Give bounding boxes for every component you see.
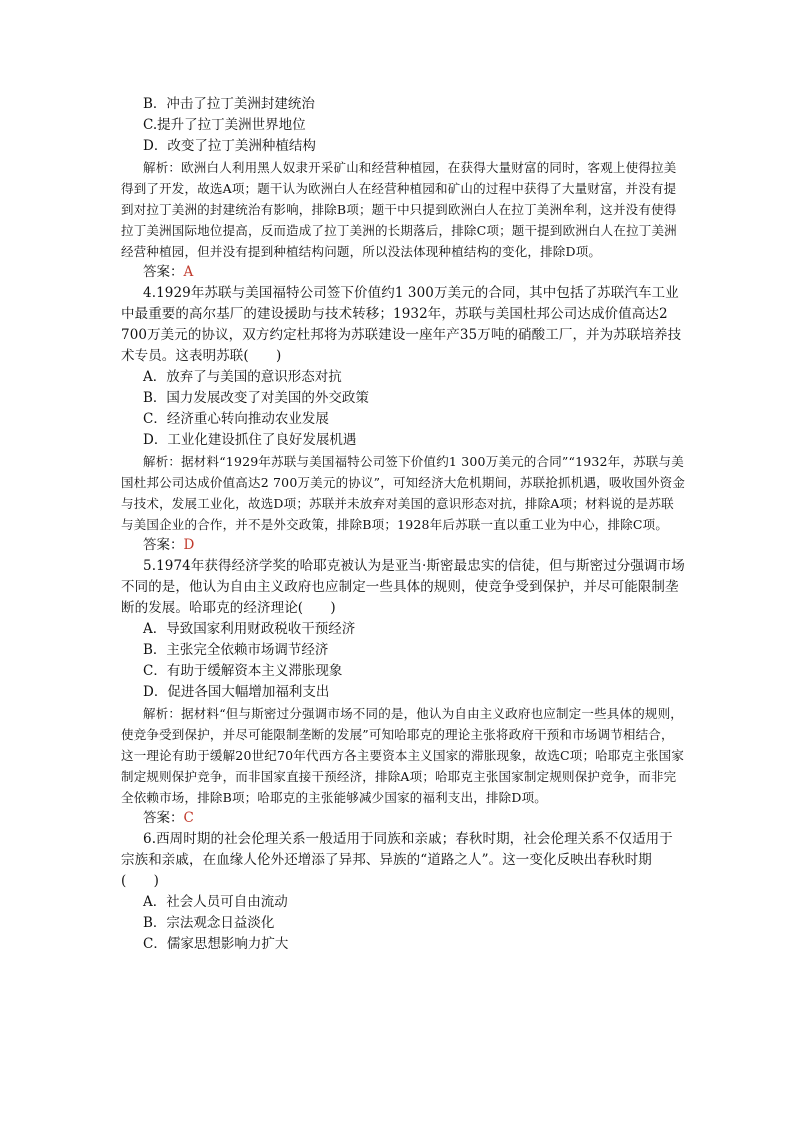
q5-option-b: B．主张完全依赖市场调节经济 [143,642,329,658]
q3-answer-label: 答案： [143,264,184,280]
q5-explanation-label: 解析： [143,706,182,721]
q6-option-b: B．宗法观念日益淡化 [143,915,275,931]
q4-explanation-text: 据材料“1929年苏联与美国福特公司签下价值约1 300万美元的合同”“1932年，苏联与美国杜邦公司达成价值高达2 700万美元的协议”，可知经济大危机期间，苏联抢抓机遇，吸收国外资金与技术，发展工业化，故选D项；苏联并未放弃对美国的意识形态对抗，排除A项；材料说的是苏联与美国企业的合作，并不是外交政策，排除B项；1928年后苏联一直以重工业为中心，排除C项。 [121,454,686,532]
q4-answer-label: 答案： [143,537,184,553]
q4-explanation-label: 解析： [143,454,182,469]
q3-answer [121,262,686,283]
q5-explanation-text: 据材料“但与斯密过分强调市场不同的是，他认为自由主义政府也应制定一些具体的规则，使竞争受到保护，并尽可能限制垄断的发展”可知哈耶克的理论主张将政府干预和市场调节相结合，这一理论有助于缓解20世纪70年代西方各主要资本主义国家的滞胀现象，故选C项；哈耶克主张国家制定规则保护竞争，而非国家直接干预经济，排除A项；哈耶克主张国家制定规则保护竞争，而非完全依赖市场，排除B项；哈耶克的主张能够减少国家的福利支出，排除D项。 [121,706,685,805]
q3-explanation-text: 欧洲白人利用黑人奴隶开采矿山和经营种植园，在获得大量财富的同时，客观上使得拉美得到了开发，故选A项；题干认为欧洲白人在经营种植园和矿山的过程中获得了大量财富，并没有提到对拉丁美洲的封建统治有影响，排除B项；题干中只提到欧洲白人在拉丁美洲牟利，这并没有使得拉丁美洲国际地位提高，反而造成了拉丁美洲的长期落后，排除C项；题干提到欧洲白人在拉丁美洲经营种植园，但并没有提到种植结构问题，所以没法体现种植结构的变化，排除D项。 [121,160,677,259]
q6-stem: 6.西周时期的社会伦理关系一般适用于同族和亲戚；春秋时期，社会伦理关系不仅适用于宗族和亲戚，在血缘人伦外还增添了异邦、异族的“道路之人”。这一变化反映出春秋时期( ) [121,831,673,889]
q4-answer-value: D [183,537,195,553]
q3-explanation [121,157,686,262]
q3-explanation-label: 解析： [143,160,182,175]
q4-option-a: A．放弃了与美国的意识形态对抗 [143,369,342,385]
q5-explanation [121,703,686,808]
q5-stem: 5.1974年获得经济学奖的哈耶克被认为是亚当·斯密最忠实的信徒，但与斯密过分强调市场不同的是，他认为自由主义政府也应制定一些具体的规则，使竞争受到保护，并尽可能限制垄断的发展。哈耶克的经济理论( ) [121,558,685,616]
q5-option-a: A．导致国家利用财政税收干预经济 [143,621,356,637]
q4-option-d: D．工业化建设抓住了良好发展机遇 [143,432,357,448]
q3-option-b: B．冲击了拉丁美洲封建统治 [143,96,315,112]
q4-option-b: B．国力发展改变了对美国的外交政策 [143,390,369,406]
q4-explanation [121,451,686,535]
q3-answer-value: A [183,264,194,280]
q5-option-d: D．促进各国大幅增加福利支出 [143,684,330,700]
q4-option-c: C．经济重心转向推动农业发展 [143,411,329,427]
q4-answer [121,535,686,556]
q6-option-c: C．儒家思想影响力扩大 [143,936,289,952]
q5-answer-value: C [183,810,194,826]
q6-option-a: A．社会人员可自由流动 [143,894,288,910]
q5-option-c: C．有助于缓解资本主义滞胀现象 [143,663,343,679]
document-content [121,94,686,955]
q5-answer [121,808,686,829]
q3-option-c: C.提升了拉丁美洲世界地位 [143,117,306,133]
q3-option-d: D．改变了拉丁美洲种植结构 [143,138,316,154]
q4-stem: 4.1929年苏联与美国福特公司签下价值约1 300万美元的合同，其中包括了苏联汽车工业中最重要的高尔基厂的建设援助与技术转移；1932年，苏联与美国杜邦公司达成价值高达2 700万美元的协议，双方约定杜邦将为苏联建设一座年产35万吨的硝酸工厂，并为苏联培养技术专员。这表明苏联( ) [121,285,682,364]
q5-answer-label: 答案： [143,810,184,826]
